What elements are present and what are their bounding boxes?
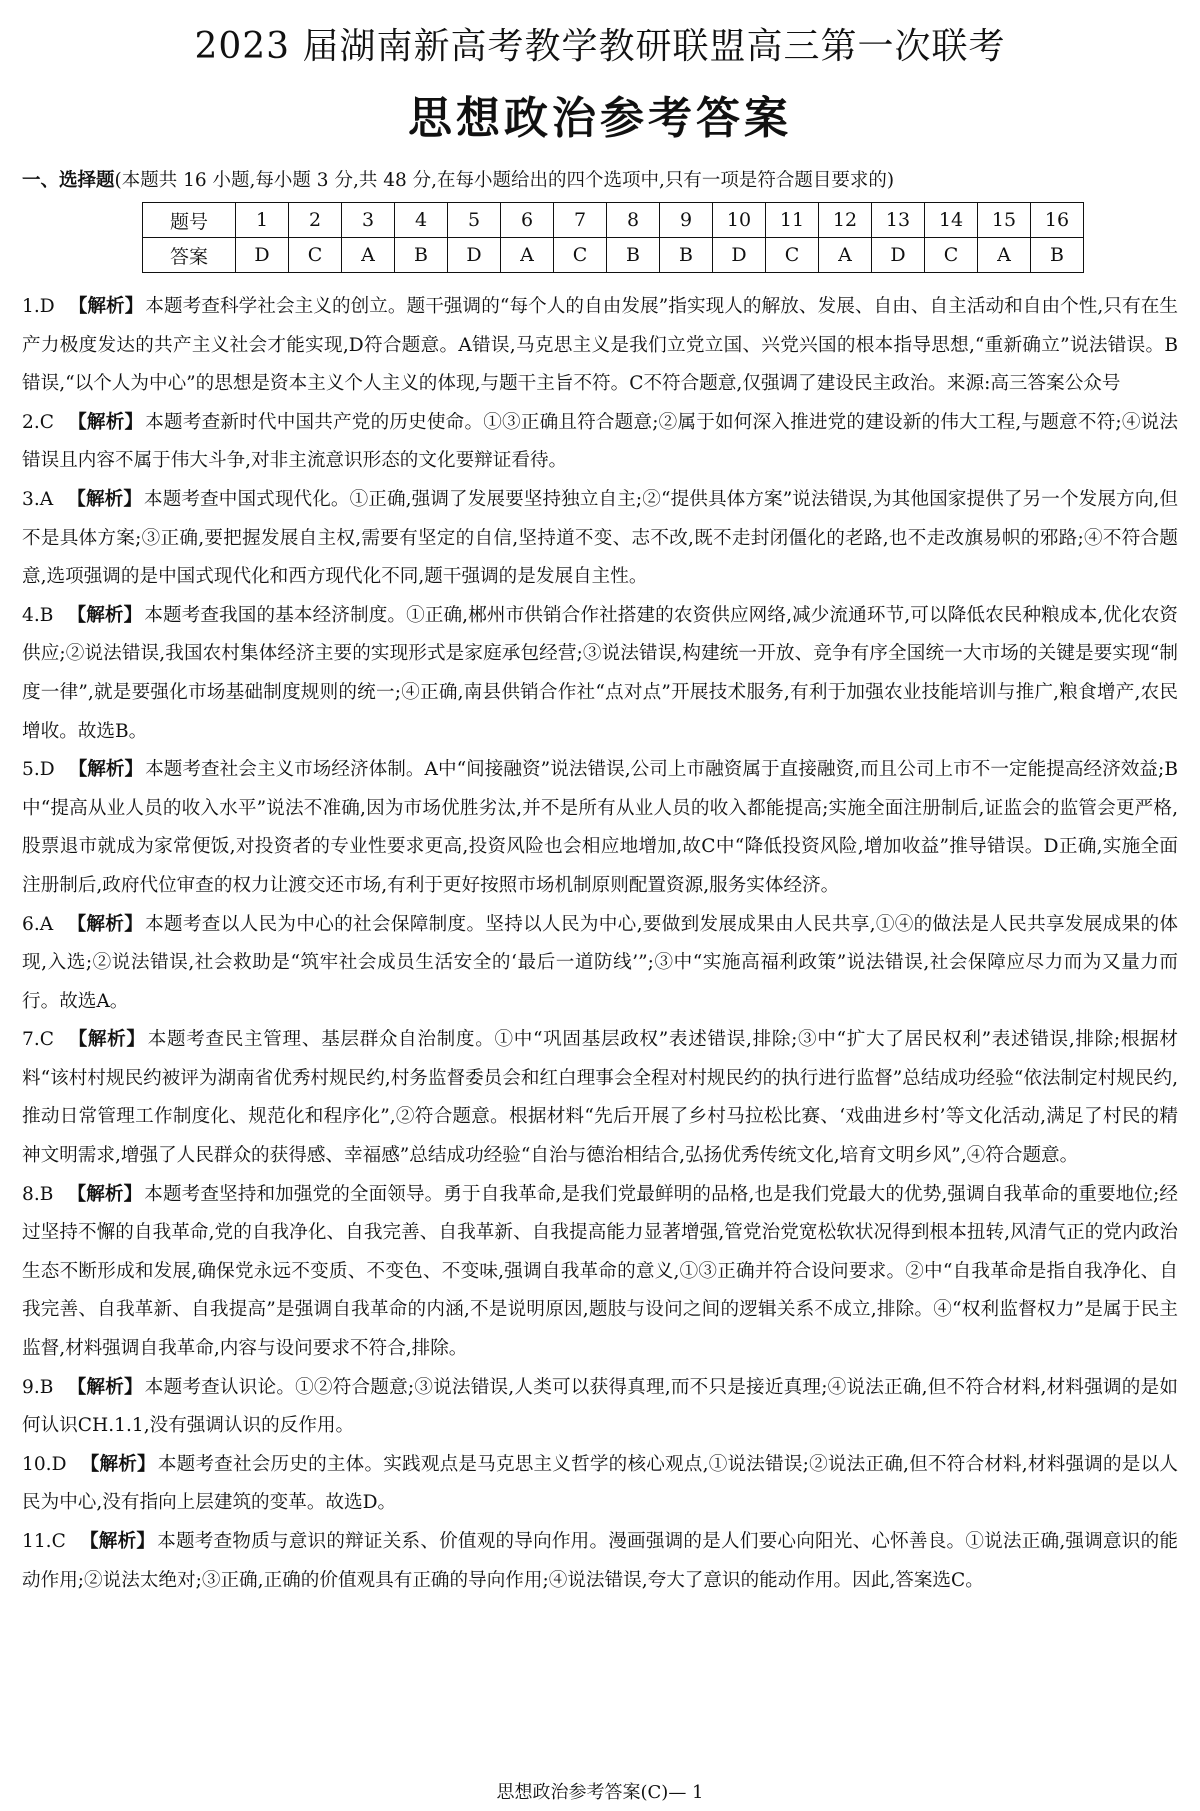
row-label-answer: 答案	[143, 238, 236, 273]
answer-cell: C	[554, 238, 607, 273]
item-number: 5.D	[22, 759, 55, 781]
question-number: 12	[819, 203, 872, 238]
analysis-tag: 【解析】	[67, 1029, 146, 1051]
item-number: 8.B	[22, 1183, 54, 1205]
item-text: 本题考查以人民为中心的社会保障制度。坚持以人民为中心,要做到发展成果由人民共享,①④的做法是人民共享发展成果的体现,入选;②说法错误,社会救助是“筑牢社会成员生活安全的‘最后一道防线’”;③中“实施高福利政策”说法错误,社会保障应尽力而为又量力而行。故选A。	[22, 913, 1178, 1012]
answer-cell: D	[713, 238, 766, 273]
section-heading	[22, 166, 1182, 192]
analysis-tag: 【解析】	[79, 1531, 156, 1552]
question-number: 14	[925, 203, 978, 238]
analysis-tag: 【解析】	[67, 1183, 143, 1205]
row-label-question: 题号	[143, 203, 236, 238]
analysis-tag: 【解析】	[67, 411, 144, 433]
section-description: (本题共 16 小题,每小题 3 分,共 48 分,在每小题给出的四个选项中,只有一项是符合题目要求的)	[114, 170, 895, 191]
item-text: 本题考查坚持和加强党的全面领导。勇于自我革命,是我们党最鲜明的品格,也是我们党最大的优势,强调自我革命的重要地位;经过坚持不懈的自我革命,党的自我净化、自我完善、自我革新、自我提高能力显著增强,管党治党宽松软状况得到根本扭转,风清气正的党内政治生态不断形成和发展,确保党永远不变质、不变色、不变味,强调自我革命的意义,①③正确并符合设问要求。②中“自我革命是指自我净化、自我完善、自我革新、自我提高”是强调自我革命的内涵,不是说明原因,题肢与设问之间的逻辑关系不成立,排除。④“权利监督权力”是属于民主监督,材料强调自我革命,内容与设问要求不符合,排除。	[22, 1183, 1178, 1360]
question-number: 1	[236, 203, 289, 238]
item-text: 本题考查新时代中国共产党的历史使命。①③正确且符合题意;②属于如何深入推进党的建设新的伟大工程,与题意不符;④说法错误且内容不属于伟大斗争,对非主流意识形态的文化要辩证看待。	[22, 411, 1178, 472]
question-number: 4	[395, 203, 448, 238]
exam-title: 2023 届湖南新高考教学教研联盟高三第一次联考	[194, 26, 1006, 67]
answer-cell: D	[872, 238, 925, 273]
item-text: 本题考查科学社会主义的创立。题干强调的“每个人的自由发展”指实现人的解放、发展、自由、自主活动和自由个性,只有在生产力极度发达的共产主义社会才能实现,D符合题意。A错误,马克思主义是我们立党立国、兴党兴国的根本指导思想,“重新确立”说法错误。B错误,“以个人为中心”的思想是资本主义个人主义的体现,与题干主旨不符。C不符合题意,仅强调了建设民主政治。来源:高三答案公众号	[22, 296, 1178, 395]
item-number: 4.B	[22, 604, 54, 626]
question-number-row	[143, 203, 1084, 238]
item-number: 6.A	[22, 913, 54, 935]
analysis-tag: 【解析】	[67, 1376, 143, 1398]
explanations-list	[22, 288, 1178, 1600]
answer-cell: C	[766, 238, 819, 273]
question-number: 9	[660, 203, 713, 238]
item-number: 1.D	[22, 296, 55, 317]
answer-cell: A	[342, 238, 395, 273]
answer-row	[143, 238, 1084, 273]
answer-table	[142, 202, 1084, 273]
answer-cell: C	[925, 238, 978, 273]
explanation-item	[22, 597, 1178, 751]
explanation-item	[22, 288, 1178, 404]
explanation-item	[22, 906, 1178, 1022]
explanation-item	[22, 1176, 1178, 1369]
explanation-item	[22, 751, 1178, 905]
question-number: 11	[766, 203, 819, 238]
item-number: 10.D	[22, 1453, 67, 1475]
answer-cell: B	[1031, 238, 1084, 273]
item-text: 本题考查社会主义市场经济体制。A中“间接融资”说法错误,公司上市融资属于直接融资,而且公司上市不一定能提高经济效益;B中“提高从业人员的收入水平”说法不准确,因为市场优胜劣汰,并不是所有从业人员的收入都能提高;实施全面注册制后,证监会的监管会更严格,股票退市就成为家常便饭,对投资者的专业性要求更高,投资风险也会相应地增加,故C中“降低投资风险,增加收益”推导错误。D正确,实施全面注册制后,政府代位审查的权力让渡交还市场,有利于更好按照市场机制原则配置资源,服务实体经济。	[22, 759, 1178, 896]
item-text: 本题考查民主管理、基层群众自治制度。①中“巩固基层政权”表述错误,排除;③中“扩大了居民权利”表述错误,排除;根据材料“该村村规民约被评为湖南省优秀村规民约,村务监督委员会和红白理事会全程对村规民约的执行进行监督”总结成功经验“依法制定村规民约,推动日常管理工作制度化、规范化和程序化”,②符合题意。根据材料“先后开展了乡村马拉松比赛、‘戏曲进乡村’等文化活动,满足了村民的精神文明需求,增强了人民群众的获得感、幸福感”总结成功经验“自治与德治相结合,弘扬优秀传统文化,培育文明乡风”,④符合题意。	[22, 1029, 1178, 1167]
question-number: 8	[607, 203, 660, 238]
answer-cell: D	[236, 238, 289, 273]
answer-cell: B	[660, 238, 713, 273]
question-number: 2	[289, 203, 342, 238]
item-text: 本题考查认识论。①②符合题意;③说法错误,人类可以获得真理,而不只是接近真理;④说法正确,但不符合材料,材料强调的是如何认识CH.1.1,没有强调认识的反作用。	[22, 1376, 1178, 1437]
analysis-tag: 【解析】	[68, 759, 144, 781]
item-text: 本题考查中国式现代化。①正确,强调了发展要坚持独立自主;②“提供具体方案”说法错误,为其他国家提供了另一个发展方向,但不是具体方案;③正确,要把握发展自主权,需要有坚定的自信,坚持道不变、志不改,既不走封闭僵化的老路,也不走改旗易帜的邪路;④不符合题意,选项强调的是中国式现代化和西方现代化不同,题干强调的是发展自主性。	[22, 488, 1178, 588]
question-number: 10	[713, 203, 766, 238]
answer-cell: A	[819, 238, 872, 273]
item-text: 本题考查我国的基本经济制度。①正确,郴州市供销合作社搭建的农资供应网络,减少流通环节,可以降低农民种粮成本,优化农资供应;②说法错误,我国农村集体经济主要的实现形式是家庭承包经营;③说法错误,构建统一开放、竞争有序全国统一大市场的关键是要实现“制度一律”,就是要强化市场基础制度规则的统一;④正确,南县供销合作社“点对点”开展技术服务,有利于加强农业技能培训与推广,粮食增产,农民增收。故选B。	[22, 604, 1178, 742]
answer-cell: B	[395, 238, 448, 273]
answer-cell: B	[607, 238, 660, 273]
item-number: 11.C	[22, 1531, 66, 1552]
item-number: 7.C	[22, 1029, 54, 1051]
item-text: 本题考查社会历史的主体。实践观点是马克思主义哲学的核心观点,①说法错误;②说法正确,但不符合材料,材料强调的是以人民为中心,没有指向上层建筑的变革。故选D。	[22, 1453, 1178, 1514]
answer-cell: C	[289, 238, 342, 273]
question-number: 13	[872, 203, 925, 238]
answer-subtitle: 思想政治参考答案	[408, 93, 792, 144]
explanation-item	[22, 1523, 1178, 1600]
question-number: 5	[448, 203, 501, 238]
analysis-tag: 【解析】	[68, 296, 144, 317]
explanation-item	[22, 404, 1178, 481]
question-number: 7	[554, 203, 607, 238]
explanation-item	[22, 1021, 1178, 1175]
analysis-tag: 【解析】	[67, 913, 144, 935]
analysis-tag: 【解析】	[67, 604, 143, 626]
answer-cell: D	[448, 238, 501, 273]
item-number: 3.A	[22, 488, 54, 510]
question-number: 16	[1031, 203, 1084, 238]
explanation-item	[22, 481, 1178, 597]
analysis-tag: 【解析】	[67, 488, 143, 510]
item-number: 9.B	[22, 1376, 54, 1398]
page-footer: 思想政治参考答案(C)— 1	[496, 1782, 704, 1803]
question-number: 6	[501, 203, 554, 238]
question-number: 3	[342, 203, 395, 238]
answer-cell: A	[978, 238, 1031, 273]
answer-cell: A	[501, 238, 554, 273]
question-number: 15	[978, 203, 1031, 238]
item-text: 本题考查物质与意识的辩证关系、价值观的导向作用。漫画强调的是人们要心向阳光、心怀善良。①说法正确,强调意识的能动作用;②说法太绝对;③正确,正确的价值观具有正确的导向作用;④说法错误,夸大了意识的能动作用。因此,答案选C。	[22, 1531, 1178, 1591]
explanation-item	[22, 1446, 1178, 1523]
explanation-item	[22, 1369, 1178, 1446]
section-label: 一、选择题	[22, 170, 115, 191]
analysis-tag: 【解析】	[80, 1453, 156, 1475]
item-number: 2.C	[22, 411, 54, 433]
